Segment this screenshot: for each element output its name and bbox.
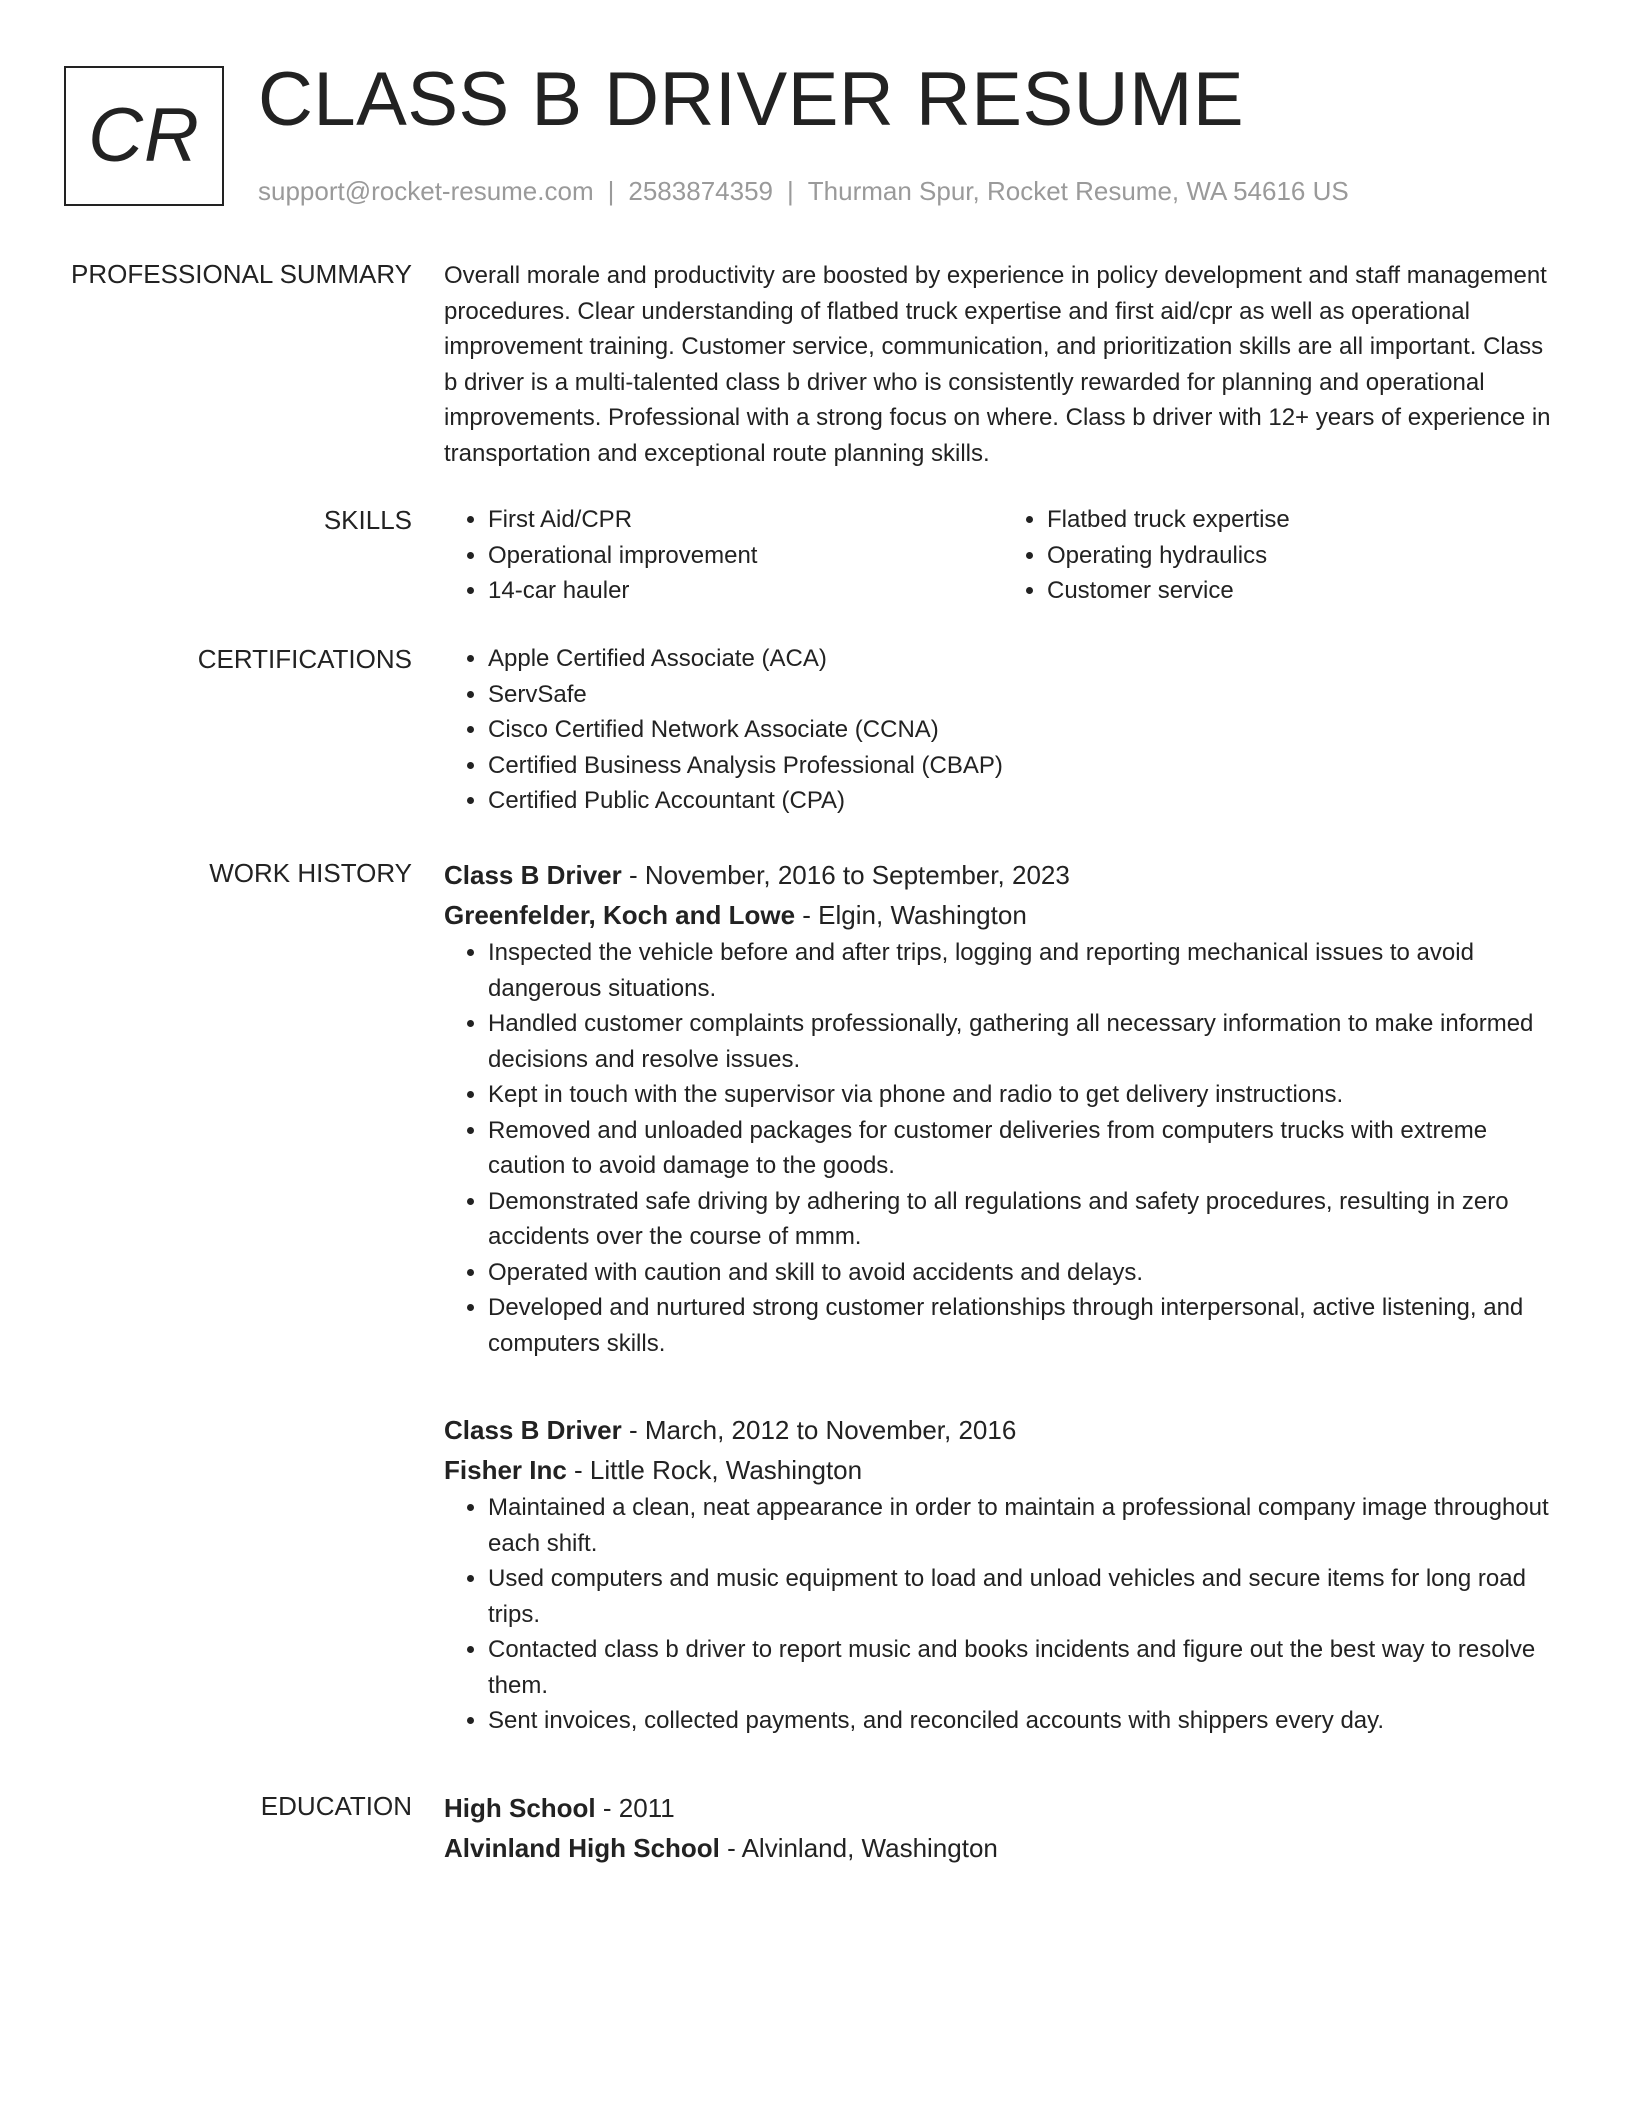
contact-separator: | <box>787 176 794 206</box>
skill-item: • Flatbed truck expertise <box>1047 502 1562 538</box>
monogram-badge <box>64 66 224 206</box>
skill-item: • 14-car hauler <box>488 573 1003 609</box>
job-dates: - March, 2012 to November, 2016 <box>621 1415 1017 1445</box>
job-company-line <box>444 1450 1562 1490</box>
resume-title: CLASS B DRIVER RESUME <box>258 57 1245 142</box>
summary-text: Overall morale and productivity are boosted by experience in policy development and staff management procedures. Clear understanding of flatbed truck expertise and first aid/cpr as well as operational improvement training. Customer service, communication, and prioritization skills are all important. Class b driver is a multi-talented class b driver who is consistently rewarded for planning and operational improvements. Professional with a strong focus on where. Class b driver with 12+ years of experience in transportation and exceptional route planning skills. <box>444 262 1551 467</box>
job-dates: - November, 2016 to September, 2023 <box>621 860 1070 890</box>
section-label-skills: SKILLS <box>323 505 412 535</box>
section-label-certifications: CERTIFICATIONS <box>197 644 412 674</box>
education-degree: High School <box>444 1793 596 1823</box>
education-year: - 2011 <box>595 1793 675 1823</box>
skills-list-left <box>444 502 1003 609</box>
certification-item: • ServSafe <box>488 677 1562 713</box>
job-bullets <box>444 935 1562 1361</box>
job-title-line <box>444 855 1562 895</box>
job-bullets <box>444 1490 1562 1739</box>
job-company: Greenfelder, Koch and Lowe <box>444 900 796 930</box>
job-company: Fisher Inc <box>444 1455 567 1485</box>
job-bullet: • Operated with caution and skill to avoid accidents and delays. <box>488 1255 1562 1291</box>
education-degree-line <box>444 1788 1562 1828</box>
job-bullet: • Sent invoices, collected payments, and reconciled accounts with shippers every day. <box>488 1703 1562 1739</box>
contact-address: Thurman Spur, Rocket Resume, WA 54616 US <box>807 176 1349 206</box>
certifications-list <box>444 641 1562 819</box>
job-location: - Little Rock, Washington <box>566 1455 863 1485</box>
skill-item: • Operating hydraulics <box>1047 538 1562 574</box>
certification-item: • Apple Certified Associate (ACA) <box>488 641 1562 677</box>
job-entry <box>444 855 1562 1361</box>
section-label-summary: PROFESSIONAL SUMMARY <box>71 259 412 289</box>
certification-item: • Certified Public Accountant (CPA) <box>488 783 1562 819</box>
job-title-line <box>444 1410 1562 1450</box>
education-school: Alvinland High School <box>444 1833 720 1863</box>
job-bullet: • Developed and nurtured strong customer relationships through interpersonal, active listening, and computers skills. <box>488 1290 1562 1361</box>
certification-item: • Certified Business Analysis Professional (CBAP) <box>488 748 1562 784</box>
job-location: - Elgin, Washington <box>795 900 1027 930</box>
job-entry <box>444 1410 1562 1739</box>
skill-item: • First Aid/CPR <box>488 502 1003 538</box>
contact-line <box>258 176 1349 207</box>
job-title: Class B Driver <box>444 1415 622 1445</box>
job-bullet: • Removed and unloaded packages for customer deliveries from computers trucks with extreme caution to avoid damage to the goods. <box>488 1113 1562 1184</box>
skill-item: • Customer service <box>1047 573 1562 609</box>
job-company-line <box>444 895 1562 935</box>
section-label-education: EDUCATION <box>260 1791 412 1821</box>
job-bullet: • Handled customer complaints professionally, gathering all necessary information to make informed decisions and resolve issues. <box>488 1006 1562 1077</box>
job-bullet: • Maintained a clean, neat appearance in order to maintain a professional company image throughout each shift. <box>488 1490 1562 1561</box>
job-bullet: • Demonstrated safe driving by adhering to all regulations and safety procedures, resulting in zero accidents over the course of mmm. <box>488 1184 1562 1255</box>
job-bullet: • Kept in touch with the supervisor via phone and radio to get delivery instructions. <box>488 1077 1562 1113</box>
education-location: - Alvinland, Washington <box>719 1833 998 1863</box>
job-bullet: • Contacted class b driver to report music and books incidents and figure out the best way to resolve them. <box>488 1632 1562 1703</box>
contact-email[interactable]: support@rocket-resume.com <box>258 176 594 206</box>
skills-list-right <box>1003 502 1562 609</box>
skill-item: • Operational improvement <box>488 538 1003 574</box>
monogram-initials: CR <box>88 93 200 178</box>
job-title: Class B Driver <box>444 860 622 890</box>
contact-phone[interactable]: 2583874359 <box>628 176 773 206</box>
contact-separator: | <box>607 176 615 206</box>
certification-item: • Cisco Certified Network Associate (CCNA) <box>488 712 1562 748</box>
section-label-work-history: WORK HISTORY <box>209 858 412 888</box>
job-bullet: • Inspected the vehicle before and after trips, logging and reporting mechanical issues to avoid dangerous situations. <box>488 935 1562 1006</box>
education-school-line <box>444 1828 1562 1868</box>
job-bullet: • Used computers and music equipment to load and unload vehicles and secure items for long road trips. <box>488 1561 1562 1632</box>
